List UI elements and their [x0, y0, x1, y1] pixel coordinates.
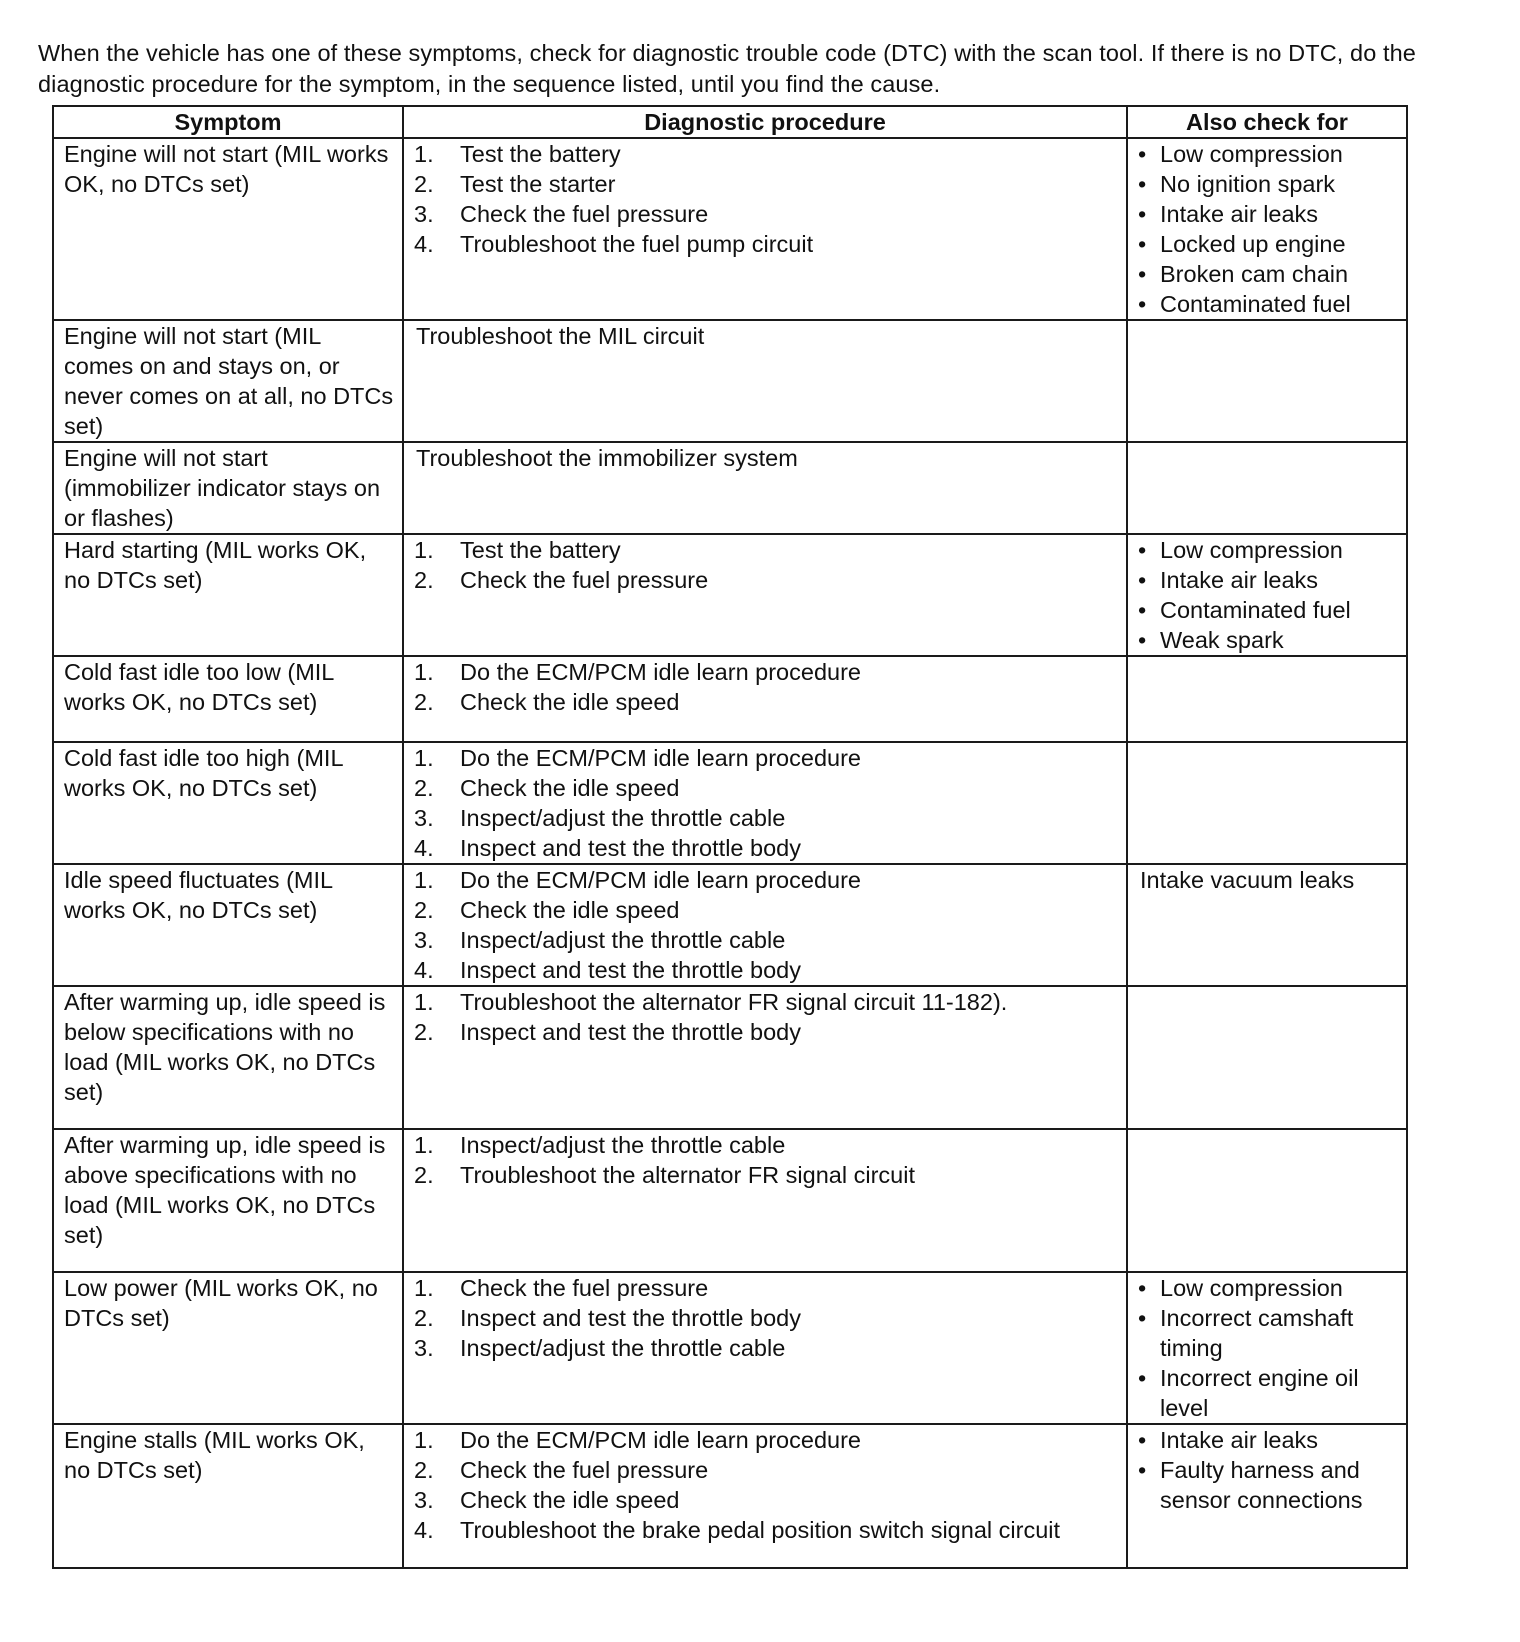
- procedure-list: [414, 743, 1118, 863]
- procedure-step: [414, 1455, 1118, 1485]
- table-row: [53, 1129, 1407, 1272]
- procedure-cell: [403, 442, 1127, 534]
- procedure-step: [414, 1303, 1118, 1333]
- step-text: Do the ECM/PCM idle learn procedure: [460, 867, 861, 893]
- procedure-cell: [403, 742, 1127, 864]
- procedure-list: [414, 987, 1118, 1047]
- step-text: Inspect/adjust the throttle cable: [460, 927, 786, 953]
- procedure-step: [414, 1130, 1118, 1160]
- also-check-item: [1138, 1425, 1398, 1455]
- procedure-cell: [403, 1424, 1127, 1568]
- procedure-step: [414, 169, 1118, 199]
- table-row: [53, 742, 1407, 864]
- step-number: 3.: [414, 201, 434, 227]
- step-number: 1.: [414, 141, 434, 167]
- bullet-icon: •: [1138, 537, 1147, 563]
- procedure-step: [414, 803, 1118, 833]
- symptom-cell: After warming up, idle speed is below specifications with no load (MIL works OK, no DTCs set): [53, 986, 403, 1129]
- also-check-text: Incorrect engine oil level: [1160, 1365, 1359, 1421]
- procedure-step: [414, 1485, 1118, 1515]
- procedure-cell: [403, 656, 1127, 742]
- procedure-cell: [403, 864, 1127, 986]
- table-row: [53, 986, 1407, 1129]
- step-number: 2.: [414, 897, 434, 923]
- step-number: 4.: [414, 835, 434, 861]
- also-check-text: Weak spark: [1160, 627, 1284, 653]
- also-check-cell: [1127, 656, 1407, 742]
- also-check-cell: [1127, 1424, 1407, 1568]
- bullet-icon: •: [1138, 1457, 1147, 1483]
- step-number: 1.: [414, 659, 434, 685]
- procedure-step: [414, 1160, 1118, 1190]
- procedure-list: [414, 1130, 1118, 1190]
- also-check-list: [1138, 139, 1398, 319]
- step-number: 2.: [414, 567, 434, 593]
- table-row: [53, 138, 1407, 320]
- symptom-cell: Engine will not start (immobilizer indicator stays on or flashes): [53, 442, 403, 534]
- also-check-cell: [1127, 534, 1407, 656]
- procedure-step: [414, 1515, 1118, 1545]
- step-text: Check the idle speed: [460, 775, 680, 801]
- procedure-step: [414, 687, 1118, 717]
- also-check-text: No ignition spark: [1160, 171, 1336, 197]
- also-check-item: [1138, 199, 1398, 229]
- also-check-text: Intake air leaks: [1160, 567, 1319, 593]
- step-text: Inspect and test the throttle body: [460, 835, 801, 861]
- procedure-step: [414, 1017, 1118, 1047]
- also-check-text: Low compression: [1160, 141, 1343, 167]
- header-also-check-for: Also check for: [1127, 106, 1407, 138]
- also-check-cell: [1127, 1272, 1407, 1424]
- table-row: [53, 864, 1407, 986]
- also-check-item: [1138, 625, 1398, 655]
- also-check-cell: [1127, 320, 1407, 442]
- header-symptom: Symptom: [53, 106, 403, 138]
- step-number: 2.: [414, 1019, 434, 1045]
- procedure-step: [414, 1333, 1118, 1363]
- table-row: [53, 320, 1407, 442]
- bullet-icon: •: [1138, 597, 1147, 623]
- table-row: [53, 1424, 1407, 1568]
- bullet-icon: •: [1138, 627, 1147, 653]
- procedure-cell: [403, 320, 1127, 442]
- also-check-text: Contaminated fuel: [1160, 291, 1351, 317]
- procedure-cell: [403, 138, 1127, 320]
- step-number: 1.: [414, 1275, 434, 1301]
- procedure-step: [414, 865, 1118, 895]
- symptom-cell: Engine will not start (MIL works OK, no DTCs set): [53, 138, 403, 320]
- procedure-step: [414, 925, 1118, 955]
- also-check-item: [1138, 565, 1398, 595]
- also-check-item: [1138, 259, 1398, 289]
- step-text: Do the ECM/PCM idle learn procedure: [460, 1427, 861, 1453]
- step-text: Test the starter: [460, 171, 616, 197]
- step-text: Troubleshoot the brake pedal position switch signal circuit: [460, 1517, 1061, 1543]
- also-check-text: Intake air leaks: [1160, 1427, 1319, 1453]
- also-check-text: Contaminated fuel: [1160, 597, 1351, 623]
- bullet-icon: •: [1138, 171, 1147, 197]
- bullet-icon: •: [1138, 261, 1147, 287]
- step-number: 3.: [414, 1335, 434, 1361]
- procedure-list: [414, 1273, 1118, 1363]
- step-text: Check the idle speed: [460, 897, 680, 923]
- procedure-cell: [403, 1272, 1127, 1424]
- also-check-text: Low compression: [1160, 1275, 1343, 1301]
- step-number: 2.: [414, 1457, 434, 1483]
- step-text: Check the idle speed: [460, 1487, 680, 1513]
- step-number: 3.: [414, 1487, 434, 1513]
- procedure-step: [414, 139, 1118, 169]
- step-text: Check the fuel pressure: [460, 1275, 709, 1301]
- procedure-list: [414, 139, 1118, 259]
- bullet-icon: •: [1138, 1305, 1147, 1331]
- procedure-list: [414, 1425, 1118, 1545]
- symptom-cell: Engine stalls (MIL works OK, no DTCs set): [53, 1424, 403, 1568]
- procedure-step: [414, 1425, 1118, 1455]
- step-text: Check the fuel pressure: [460, 1457, 709, 1483]
- step-text: Inspect and test the throttle body: [460, 957, 801, 983]
- also-check-text: Locked up engine: [1160, 231, 1346, 257]
- symptom-cell: Cold fast idle too high (MIL works OK, no DTCs set): [53, 742, 403, 864]
- bullet-icon: •: [1138, 141, 1147, 167]
- step-text: Check the fuel pressure: [460, 567, 709, 593]
- step-text: Inspect/adjust the throttle cable: [460, 1335, 786, 1361]
- procedure-step: [414, 657, 1118, 687]
- also-check-cell: [1127, 138, 1407, 320]
- table-body: [53, 138, 1407, 1568]
- step-text: Inspect and test the throttle body: [460, 1019, 801, 1045]
- table-header-row: [53, 106, 1407, 138]
- procedure-text: Troubleshoot the MIL circuit: [416, 323, 705, 349]
- symptom-cell: Cold fast idle too low (MIL works OK, no DTCs set): [53, 656, 403, 742]
- procedure-step: [414, 833, 1118, 863]
- intro-paragraph: When the vehicle has one of these symptoms, check for diagnostic trouble code (DTC) with the scan tool. If there is no DTC, do the diagnostic procedure for the symptom, in the sequence listed, until you find the cause.: [38, 39, 1416, 97]
- also-check-cell: [1127, 864, 1407, 986]
- also-check-item: [1138, 595, 1398, 625]
- step-number: 4.: [414, 957, 434, 983]
- also-check-item: [1138, 139, 1398, 169]
- step-number: 3.: [414, 805, 434, 831]
- also-check-item: [1138, 229, 1398, 259]
- step-number: 2.: [414, 1162, 434, 1188]
- also-check-text: Intake air leaks: [1160, 201, 1319, 227]
- procedure-cell: [403, 986, 1127, 1129]
- table-row: [53, 1272, 1407, 1424]
- step-text: Do the ECM/PCM idle learn procedure: [460, 745, 861, 771]
- symptom-cell: Engine will not start (MIL comes on and stays on, or never comes on at all, no DTCs set): [53, 320, 403, 442]
- symptom-cell: Low power (MIL works OK, no DTCs set): [53, 1272, 403, 1424]
- step-number: 2.: [414, 171, 434, 197]
- step-number: 1.: [414, 867, 434, 893]
- step-text: Troubleshoot the alternator FR signal circuit: [460, 1162, 915, 1188]
- bullet-icon: •: [1138, 1365, 1147, 1391]
- procedure-step: [414, 1273, 1118, 1303]
- step-text: Troubleshoot the fuel pump circuit: [460, 231, 814, 257]
- procedure-step: [414, 895, 1118, 925]
- step-number: 4.: [414, 1517, 434, 1543]
- procedure-step: [414, 535, 1118, 565]
- also-check-cell: [1127, 986, 1407, 1129]
- step-text: Check the idle speed: [460, 689, 680, 715]
- step-number: 1.: [414, 1132, 434, 1158]
- symptom-cell: After warming up, idle speed is above specifications with no load (MIL works OK, no DTCs set): [53, 1129, 403, 1272]
- step-number: 1.: [414, 537, 434, 563]
- procedure-cell: [403, 1129, 1127, 1272]
- procedure-cell: [403, 534, 1127, 656]
- also-check-list: [1138, 535, 1398, 655]
- step-text: Inspect/adjust the throttle cable: [460, 1132, 786, 1158]
- step-text: Test the battery: [460, 141, 621, 167]
- also-check-item: [1138, 289, 1398, 319]
- bullet-icon: •: [1138, 231, 1147, 257]
- procedure-step: [414, 955, 1118, 985]
- also-check-list: [1138, 1425, 1398, 1515]
- also-check-item: [1138, 1303, 1398, 1363]
- also-check-text: Low compression: [1160, 537, 1343, 563]
- symptom-cell: Idle speed fluctuates (MIL works OK, no DTCs set): [53, 864, 403, 986]
- step-number: 3.: [414, 927, 434, 953]
- procedure-text: Troubleshoot the immobilizer system: [416, 445, 798, 471]
- step-number: 2.: [414, 689, 434, 715]
- symptom-cell: Hard starting (MIL works OK, no DTCs set): [53, 534, 403, 656]
- procedure-step: [414, 773, 1118, 803]
- bullet-icon: •: [1138, 1275, 1147, 1301]
- also-check-item: [1138, 1363, 1398, 1423]
- step-text: Inspect/adjust the throttle cable: [460, 805, 786, 831]
- also-check-text: Broken cam chain: [1160, 261, 1349, 287]
- table-row: [53, 442, 1407, 534]
- bullet-icon: •: [1138, 567, 1147, 593]
- also-check-text: Faulty harness and sensor connections: [1160, 1457, 1363, 1513]
- bullet-icon: •: [1138, 201, 1147, 227]
- step-number: 1.: [414, 745, 434, 771]
- procedure-step: [414, 565, 1118, 595]
- also-check-item: [1138, 169, 1398, 199]
- also-check-item: [1138, 535, 1398, 565]
- bullet-icon: •: [1138, 1427, 1147, 1453]
- step-number: 1.: [414, 1427, 434, 1453]
- step-text: Inspect and test the throttle body: [460, 1305, 801, 1331]
- step-number: 2.: [414, 1305, 434, 1331]
- step-text: Check the fuel pressure: [460, 201, 709, 227]
- table-row: [53, 534, 1407, 656]
- also-check-item: [1138, 1273, 1398, 1303]
- procedure-step: [414, 199, 1118, 229]
- procedure-list: [414, 535, 1118, 595]
- also-check-text: Incorrect camshaft timing: [1160, 1305, 1354, 1361]
- symptom-table: [52, 105, 1408, 1569]
- step-number: 1.: [414, 989, 434, 1015]
- procedure-step: [414, 743, 1118, 773]
- also-check-text: Intake vacuum leaks: [1140, 867, 1355, 893]
- also-check-cell: [1127, 442, 1407, 534]
- step-number: 4.: [414, 231, 434, 257]
- bullet-icon: •: [1138, 291, 1147, 317]
- procedure-step: [414, 987, 1118, 1017]
- procedure-list: [414, 657, 1118, 717]
- also-check-cell: [1127, 1129, 1407, 1272]
- also-check-list: [1138, 1273, 1398, 1423]
- step-text: Do the ECM/PCM idle learn procedure: [460, 659, 861, 685]
- step-number: 2.: [414, 775, 434, 801]
- also-check-item: [1138, 1455, 1398, 1515]
- header-diagnostic-procedure: Diagnostic procedure: [403, 106, 1127, 138]
- table-row: [53, 656, 1407, 742]
- step-text: Troubleshoot the alternator FR signal circuit 11-182).: [460, 989, 1008, 1015]
- procedure-step: [414, 229, 1118, 259]
- step-text: Test the battery: [460, 537, 621, 563]
- procedure-list: [414, 865, 1118, 985]
- also-check-cell: [1127, 742, 1407, 864]
